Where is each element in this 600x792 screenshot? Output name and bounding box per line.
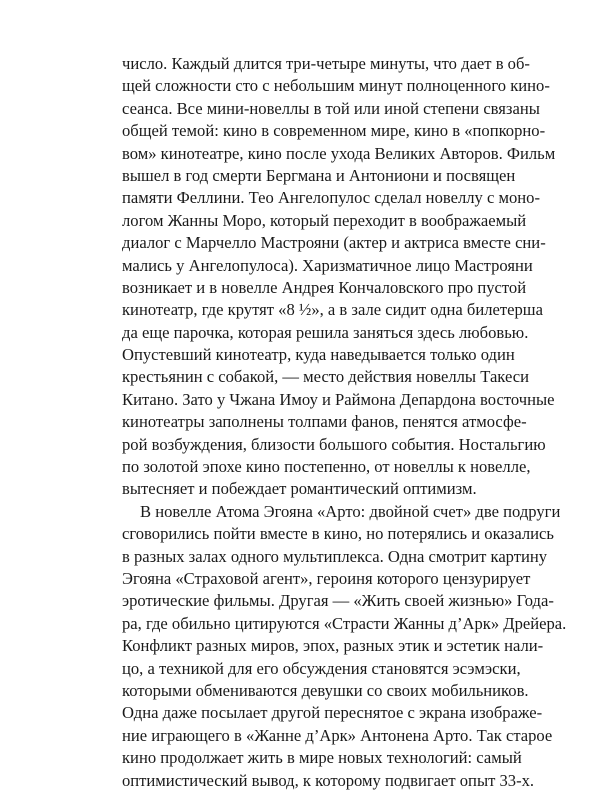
text-line: Конфликт разных миров, эпох, разных этик и эстетик нали- — [122, 636, 544, 656]
text-line: эротические фильмы. Другая — «Жить своей жизнью» Года- — [122, 591, 554, 611]
text-line: Одна даже посылает другой переснятое с экрана изображе- — [122, 703, 543, 723]
text-line: мались у Ангелопулоса). Харизматичное лицо Мастрояни — [122, 255, 533, 275]
text-line: которыми обмениваются девушки со своих мобильников. — [122, 680, 529, 700]
text-line: логом Жанны Моро, который переходит в воображаемый — [122, 210, 527, 230]
text-line: Эгояна «Страховой агент», героиня которого цензурирует — [122, 568, 531, 588]
text-line: кино продолжает жить в мире новых технологий: самый — [122, 748, 522, 768]
text-line: общей темой: кино в современном мире, кино в «попкорно- — [122, 121, 546, 141]
text-line: диалог с Марчелло Мастрояни (актер и актриса вместе сни- — [122, 233, 546, 253]
text-line: цо, а техникой для его обсуждения становятся эсэмэски, — [122, 658, 521, 678]
text-line: памяти Феллини. Тео Ангелопулос сделал новеллу с моно- — [122, 188, 540, 208]
text-line: крестьянин с собакой, — место действия новеллы Такеси — [122, 367, 529, 387]
text-line: число. Каждый длится три-четыре минуты, что дает в об- — [122, 54, 530, 73]
text-line: сеанса. Все мини-новеллы в той или иной степени связаны — [122, 98, 540, 118]
text-line: вышел в год смерти Бергмана и Антониони и посвящен — [122, 165, 516, 185]
text-line: по золотой эпохе кино постепенно, от новеллы к новелле, — [122, 457, 531, 477]
text-line: ра, где обильно цитируются «Страсти Жанны д’Арк» Дрейера. — [122, 613, 567, 633]
text-line: В новелле Атома Эгояна «Арто: двойной счет» две подруги — [140, 501, 561, 521]
text-line: кинотеатр, где крутят «8 ½», а в зале сидит одна билетерша — [122, 300, 543, 320]
text-line: возникает и в новелле Андрея Кончаловского про пустой — [122, 277, 527, 297]
text-line: Опустевший кинотеатр, куда наведывается только один — [122, 345, 515, 365]
text-line: ние играющего в «Жанне д’Арк» Антонена Арто. Так старое — [122, 725, 553, 745]
text-line: Китано. Зато у Чжана Имоу и Раймона Депардона восточные — [122, 389, 555, 409]
text-line: вытесняет и побеждает романтический оптимизм. — [122, 479, 477, 499]
text-line: вом» кинотеатре, кино после ухода Великих Авторов. Фильм — [122, 143, 556, 163]
text-line: да еще парочка, которая решила заняться здесь любовью. — [122, 322, 529, 342]
text-line: оптимистический вывод, к которому подвигает опыт 33-х. — [122, 770, 535, 790]
text-line: щей сложности сто с небольшим минут полноценного кино- — [122, 76, 550, 96]
body-text — [122, 53, 567, 792]
text-line: сговорились пойти вместе в кино, но потерялись и оказались — [122, 524, 554, 544]
text-line: рой возбуждения, близости большого события. Ностальгию — [122, 434, 546, 454]
text-line: в разных залах одного мультиплекса. Одна смотрит картину — [122, 546, 548, 566]
text-line: кинотеатры заполнены толпами фанов, пенятся атмосфе- — [122, 412, 527, 432]
